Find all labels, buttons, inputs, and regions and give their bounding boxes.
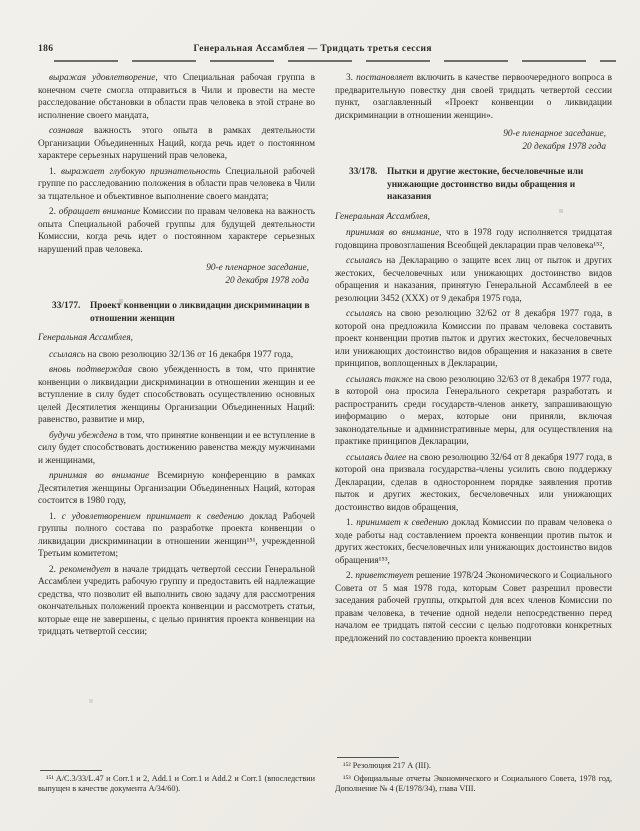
paragraph: 2. рекомендует в начале тридцать четвертой сессии Генеральной Ассамблеи учредить рабочую группу и предоставить ей надлежащие средства, что позволит ей выполнить свою задачу для рассмотрения окончательных положений проекта конвенции и рассмотреть статьи, которые еще не завершены, с целью принятия проекта конвенции на тридцать четвертой сессии; (38, 564, 315, 637)
paragraph: 1. принимает к сведению доклад Комиссии по правам человека о ходе работы над составлением проекта конвенции против пыток и других жестоких, бесчеловечных или унижающих достоинство видов обращения¹⁵³, (335, 518, 613, 566)
paragraph: ссылаясь также на свою резолюцию 32/63 от 8 декабря 1977 года, в которой она просила Генерального секретаря разработать и распространить среди государств-членов анкету, запрашивающую информацию о мерах, которые они приняли, включая законодательные и административные меры, для осуществления на практике принципов Декларации, (335, 374, 612, 447)
footnote-rule (337, 757, 399, 758)
resolution-heading-33-178 (335, 166, 612, 204)
header-rule (54, 60, 616, 62)
paragraph: ссылаясь далее на свою резолюцию 32/64 от 8 декабря 1977 года, в которой она призвала государства-члены усилить свою поддержку Декларации, сделав в одностороннем порядке заявления против пыток и других жестоких, бесчеловечных или унижающих достоинство видов обращения, (335, 452, 613, 513)
resolution-title: Пытки и другие жестокие, бесчеловечные или унижающие достоинство виды обращения и наказания (387, 167, 584, 202)
footnote-rule (40, 770, 102, 771)
paragraph: ссылаясь на Декларацию о защите всех лиц от пыток и других жестоких, бесчеловечных или унижающих достоинство видов обращения и наказания, принятую Генеральной Ассамблеей в ее резолюции 3452 (XXX) от 9 декабря 1975 года, (335, 256, 613, 304)
paragraph: 1. с удовлетворением принимает к сведению доклад Рабочей группы полного состава по разработке проекта конвенции о ликвидации дискриминации в отношении женщин¹⁵¹, учрежденной Третьим комитетом; (38, 511, 315, 559)
running-head: Генеральная Ассамблея — Тридцать третья сессия (193, 44, 432, 54)
resolution-number: 33/177. (52, 301, 81, 311)
footnote: ¹⁵³ Официальные отчеты Экономического и Социального Совета, 1978 год, Дополнение № 4 (Е/1978/34), глава VIII. (335, 773, 612, 794)
paragraph: принимая во внимание, что в 1978 году исполняется тридцатая годовщина провозглашения Всеобщей декларации прав человека¹⁵², (335, 228, 612, 251)
paragraph: выражая удовлетворение, что Специальная рабочая группа в конечном счете смогла отправиться в Чили и провести на месте расследование обстановки в области прав человека в этой стране во исполнение своего мандата, (38, 73, 315, 121)
two-column-body (38, 72, 612, 797)
paragraph: 2. приветствует решение 1978/24 Экономического и Социального Совета от 5 мая 1978 года, которым Совет разрешил провести заседания рабочей группы, открытой для всех членов Комиссии по правам человека, в течение одной недели непосредственно перед началом ее тридцать пятой сессии с целью подготовки конкретных предложений по составлению проекта конвенции (335, 571, 612, 644)
assembly-line: Генеральная Ассамблея, (335, 211, 430, 222)
page-number: 186 (38, 44, 54, 54)
paragraph: ссылаясь на свою резолюцию 32/62 от 8 декабря 1977 года, в которой она предложила Комиссии по правам человека составить проект конвенции против пыток и других жестоких, бесчеловечных или унижающих достоинство видов обращения и наказания в свете принципов, воплощенных в Декларации, (335, 309, 612, 369)
page-header (38, 44, 612, 54)
paragraph: 2. обращает внимание Комиссии по правам человека на важность опыта Специальной рабочей группы для будущей деятельности Комиссии, когда речь идет о постоянном характере серьезных нарушений прав человека. (38, 207, 315, 255)
paragraph: будучи убеждена в том, что принятие конвенции и ее вступление в силу будет способствовать достижению равенства между мужчинами и женщинами, (38, 430, 315, 466)
paragraph: 3. постановляет включить в качестве первоочередного вопроса в предварительную повестку дня своей тридцать четвертой сессии пункт, озаглавленный «Проект конвенции о ликвидации дискриминации в отношении женщин». (335, 73, 613, 121)
paragraph: вновь подтверждая свою убежденность в том, что принятие конвенции о ликвидации дискриминации в отношении женщин и ее вступление в силу будет способствовать осуществлению основных целей Десятилетия женщины Организации Объединенных Наций: равенство, развитие и мир, (38, 365, 315, 425)
paragraph: ссылаясь на свою резолюцию 32/136 от 16 декабря 1977 года, (49, 349, 294, 360)
plenary-session-note: 90-е пленарное заседание, 20 декабря 1978 года (206, 263, 309, 286)
scan-noise (0, 0, 2, 2)
right-column (335, 72, 612, 797)
paragraph: 1. выражает глубокую признательность Специальной рабочей группе по расследованию положения в области прав человека в Чили за тщательное и объективное выполнение своего мандата; (38, 166, 315, 202)
plenary-session-note: 90-е пленарное заседание, 20 декабря 1978 года (503, 129, 606, 152)
right-footnotes (335, 754, 612, 797)
resolution-heading-33-177 (38, 300, 315, 325)
paragraph: сознавая важность этого опыта в рамках деятельности Организации Объединенных Наций, когда речь идет о постоянном характере серьезных нарушений прав человека, (38, 126, 316, 161)
assembly-line: Генеральная Ассамблея, (38, 333, 133, 343)
paragraph: принимая во внимание Всемирную конференцию в рамках Десятилетия женщины Организации Объединенных Наций, которая состоится в 1980 году, (38, 471, 315, 506)
resolution-title: Проект конвенции о ликвидации дискриминации в отношении женщин (90, 301, 310, 324)
footnote: ¹⁵² Резолюция 217 А (III). (343, 761, 431, 771)
left-footnotes (38, 767, 315, 797)
footnote: ¹⁵¹ A/C.3/33/L.47 и Corr.1 и 2, Add.1 и Corr.1 и Add.2 и Corr.1 (впоследствии выпущен в качестве документа A/34/60). (38, 773, 315, 794)
left-column (38, 72, 315, 797)
resolution-number: 33/178. (349, 167, 378, 177)
